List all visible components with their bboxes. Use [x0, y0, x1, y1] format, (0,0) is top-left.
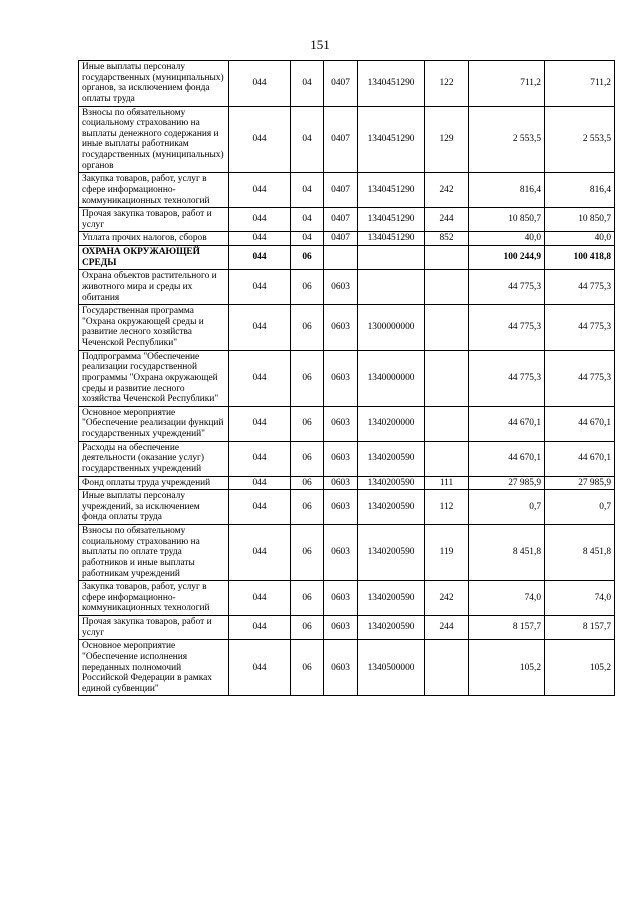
expense-type-cell	[425, 270, 469, 305]
expense-type-cell: 129	[425, 106, 469, 173]
table-row	[79, 525, 615, 581]
amount-1-cell: 10 850,7	[469, 208, 545, 232]
ministry-code-cell: 044	[229, 61, 291, 107]
row-name-cell: Охрана объектов растительного и животного мира и среды их обитания	[79, 270, 229, 305]
expense-type-cell	[425, 350, 469, 406]
ministry-code-cell: 044	[229, 350, 291, 406]
amount-2-cell: 44 775,3	[545, 350, 615, 406]
row-name-cell: Основное мероприятие "Обеспечение реализации функций государственных учреждений"	[79, 406, 229, 441]
row-name-cell: Государственная программа "Охрана окружающей среды и развитие лесного хозяйства Чеченской Республики"	[79, 305, 229, 351]
subsection-code-cell: 0407	[324, 208, 358, 232]
subsection-code-cell: 0603	[324, 305, 358, 351]
amount-1-cell: 44 775,3	[469, 350, 545, 406]
row-name-cell: Основное мероприятие "Обеспечение исполнения переданных полномочий Российской Федерации в рамках единой субвенции"	[79, 640, 229, 696]
article-code-cell: 1340000000	[358, 350, 425, 406]
subsection-code-cell: 0603	[324, 350, 358, 406]
subsection-code-cell: 0603	[324, 616, 358, 640]
amount-1-cell: 8 157,7	[469, 616, 545, 640]
table-row	[79, 490, 615, 525]
amount-2-cell: 711,2	[545, 61, 615, 107]
article-code-cell: 1340200590	[358, 581, 425, 616]
ministry-code-cell: 044	[229, 490, 291, 525]
ministry-code-cell: 044	[229, 246, 291, 270]
subsection-code-cell: 0603	[324, 476, 358, 490]
ministry-code-cell: 044	[229, 476, 291, 490]
amount-2-cell: 44 775,3	[545, 305, 615, 351]
table-row	[79, 270, 615, 305]
article-code-cell: 1340200590	[358, 525, 425, 581]
expense-type-cell	[425, 640, 469, 696]
subsection-code-cell: 0603	[324, 270, 358, 305]
subsection-code-cell: 0407	[324, 61, 358, 107]
amount-2-cell: 816,4	[545, 173, 615, 208]
article-code-cell: 1340200590	[358, 441, 425, 476]
ministry-code-cell: 044	[229, 406, 291, 441]
amount-2-cell: 74,0	[545, 581, 615, 616]
row-name-cell: Прочая закупка товаров, работ и услуг	[79, 208, 229, 232]
article-code-cell: 1340200000	[358, 406, 425, 441]
amount-1-cell: 44 775,3	[469, 305, 545, 351]
expense-type-cell	[425, 246, 469, 270]
amount-2-cell: 8 157,7	[545, 616, 615, 640]
section-code-cell: 06	[291, 270, 324, 305]
ministry-code-cell: 044	[229, 525, 291, 581]
amount-2-cell: 105,2	[545, 640, 615, 696]
ministry-code-cell: 044	[229, 305, 291, 351]
expense-type-cell	[425, 305, 469, 351]
row-name-cell: Прочая закупка товаров, работ и услуг	[79, 616, 229, 640]
row-name-cell: Иные выплаты персоналу учреждений, за исключением фонда оплаты труда	[79, 490, 229, 525]
section-code-cell: 06	[291, 406, 324, 441]
article-code-cell: 1340200590	[358, 616, 425, 640]
expense-type-cell: 242	[425, 581, 469, 616]
table-row	[79, 106, 615, 173]
article-code-cell: 1340451290	[358, 106, 425, 173]
ministry-code-cell: 044	[229, 581, 291, 616]
table-row	[79, 350, 615, 406]
article-code-cell: 1340451290	[358, 208, 425, 232]
article-code-cell: 1340451290	[358, 61, 425, 107]
amount-2-cell: 8 451,8	[545, 525, 615, 581]
amount-1-cell: 100 244,9	[469, 246, 545, 270]
subsection-code-cell: 0603	[324, 490, 358, 525]
amount-1-cell: 44 775,3	[469, 270, 545, 305]
section-code-cell: 04	[291, 208, 324, 232]
row-name-cell: Уплата прочих налогов, сборов	[79, 232, 229, 246]
article-code-cell: 1300000000	[358, 305, 425, 351]
table-row	[79, 246, 615, 270]
row-name-cell: Закупка товаров, работ, услуг в сфере информационно-коммуникационных технологий	[79, 173, 229, 208]
section-code-cell: 06	[291, 490, 324, 525]
amount-1-cell: 27 985,9	[469, 476, 545, 490]
amount-1-cell: 2 553,5	[469, 106, 545, 173]
amount-1-cell: 711,2	[469, 61, 545, 107]
amount-1-cell: 8 451,8	[469, 525, 545, 581]
article-code-cell: 1340200590	[358, 490, 425, 525]
article-code-cell: 1340451290	[358, 173, 425, 208]
table-row	[79, 616, 615, 640]
amount-2-cell: 2 553,5	[545, 106, 615, 173]
subsection-code-cell: 0603	[324, 581, 358, 616]
table-row	[79, 441, 615, 476]
ministry-code-cell: 044	[229, 441, 291, 476]
row-name-cell: Взносы по обязательному социальному страхованию на выплаты по оплате труда работников и иные выплаты работникам учреждений	[79, 525, 229, 581]
row-name-cell: Фонд оплаты труда учреждений	[79, 476, 229, 490]
article-code-cell: 1340500000	[358, 640, 425, 696]
section-code-cell: 06	[291, 350, 324, 406]
amount-2-cell: 0,7	[545, 490, 615, 525]
table-row	[79, 640, 615, 696]
subsection-code-cell: 0407	[324, 232, 358, 246]
section-code-cell: 06	[291, 305, 324, 351]
amount-2-cell: 40,0	[545, 232, 615, 246]
ministry-code-cell: 044	[229, 208, 291, 232]
ministry-code-cell: 044	[229, 173, 291, 208]
expense-type-cell: 119	[425, 525, 469, 581]
table-row	[79, 232, 615, 246]
section-code-cell: 04	[291, 232, 324, 246]
section-code-cell: 06	[291, 476, 324, 490]
ministry-code-cell: 044	[229, 616, 291, 640]
expense-type-cell: 244	[425, 208, 469, 232]
section-code-cell: 04	[291, 61, 324, 107]
amount-2-cell: 100 418,8	[545, 246, 615, 270]
section-code-cell: 06	[291, 441, 324, 476]
table-row	[79, 581, 615, 616]
section-code-cell: 06	[291, 246, 324, 270]
article-code-cell: 1340200590	[358, 476, 425, 490]
article-code-cell	[358, 246, 425, 270]
table-row	[79, 208, 615, 232]
subsection-code-cell: 0603	[324, 525, 358, 581]
amount-1-cell: 40,0	[469, 232, 545, 246]
page-number: 151	[310, 37, 330, 52]
row-name-cell: Подпрограмма "Обеспечение реализации государственной программы "Охрана окружающей среды и развитие лесного хозяйства Чеченской Республики"	[79, 350, 229, 406]
row-name-cell: ОХРАНА ОКРУЖАЮЩЕЙ СРЕДЫ	[79, 246, 229, 270]
ministry-code-cell: 044	[229, 232, 291, 246]
subsection-code-cell: 0603	[324, 441, 358, 476]
section-code-cell: 04	[291, 173, 324, 208]
amount-1-cell: 105,2	[469, 640, 545, 696]
article-code-cell	[358, 270, 425, 305]
row-name-cell: Иные выплаты персоналу государственных (муниципальных) органов, за исключением фонда оплаты труда	[79, 61, 229, 107]
expense-type-cell: 122	[425, 61, 469, 107]
table-row	[79, 305, 615, 351]
subsection-code-cell	[324, 246, 358, 270]
section-code-cell: 04	[291, 106, 324, 173]
subsection-code-cell: 0603	[324, 406, 358, 441]
ministry-code-cell: 044	[229, 270, 291, 305]
amount-2-cell: 44 670,1	[545, 441, 615, 476]
table-row	[79, 61, 615, 107]
expense-type-cell: 852	[425, 232, 469, 246]
expense-type-cell	[425, 406, 469, 441]
article-code-cell: 1340451290	[358, 232, 425, 246]
amount-2-cell: 44 670,1	[545, 406, 615, 441]
expense-type-cell: 242	[425, 173, 469, 208]
amount-1-cell: 44 670,1	[469, 406, 545, 441]
expense-type-cell: 244	[425, 616, 469, 640]
section-code-cell: 06	[291, 616, 324, 640]
expense-type-cell	[425, 441, 469, 476]
row-name-cell: Взносы по обязательному социальному страхованию на выплаты денежного содержания и иные выплаты работникам государственных (муниципальных) органов	[79, 106, 229, 173]
amount-2-cell: 44 775,3	[545, 270, 615, 305]
budget-table-body	[79, 61, 615, 696]
amount-2-cell: 10 850,7	[545, 208, 615, 232]
subsection-code-cell: 0603	[324, 640, 358, 696]
ministry-code-cell: 044	[229, 106, 291, 173]
ministry-code-cell: 044	[229, 640, 291, 696]
row-name-cell: Расходы на обеспечение деятельности (оказание услуг) государственных учреждений	[79, 441, 229, 476]
section-code-cell: 06	[291, 581, 324, 616]
amount-2-cell: 27 985,9	[545, 476, 615, 490]
section-code-cell: 06	[291, 525, 324, 581]
budget-table	[78, 60, 615, 696]
subsection-code-cell: 0407	[324, 106, 358, 173]
subsection-code-cell: 0407	[324, 173, 358, 208]
amount-1-cell: 816,4	[469, 173, 545, 208]
amount-1-cell: 44 670,1	[469, 441, 545, 476]
section-code-cell: 06	[291, 640, 324, 696]
table-row	[79, 476, 615, 490]
table-row	[79, 406, 615, 441]
expense-type-cell: 112	[425, 490, 469, 525]
amount-1-cell: 0,7	[469, 490, 545, 525]
table-row	[79, 173, 615, 208]
expense-type-cell: 111	[425, 476, 469, 490]
amount-1-cell: 74,0	[469, 581, 545, 616]
row-name-cell: Закупка товаров, работ, услуг в сфере информационно-коммуникационных технологий	[79, 581, 229, 616]
